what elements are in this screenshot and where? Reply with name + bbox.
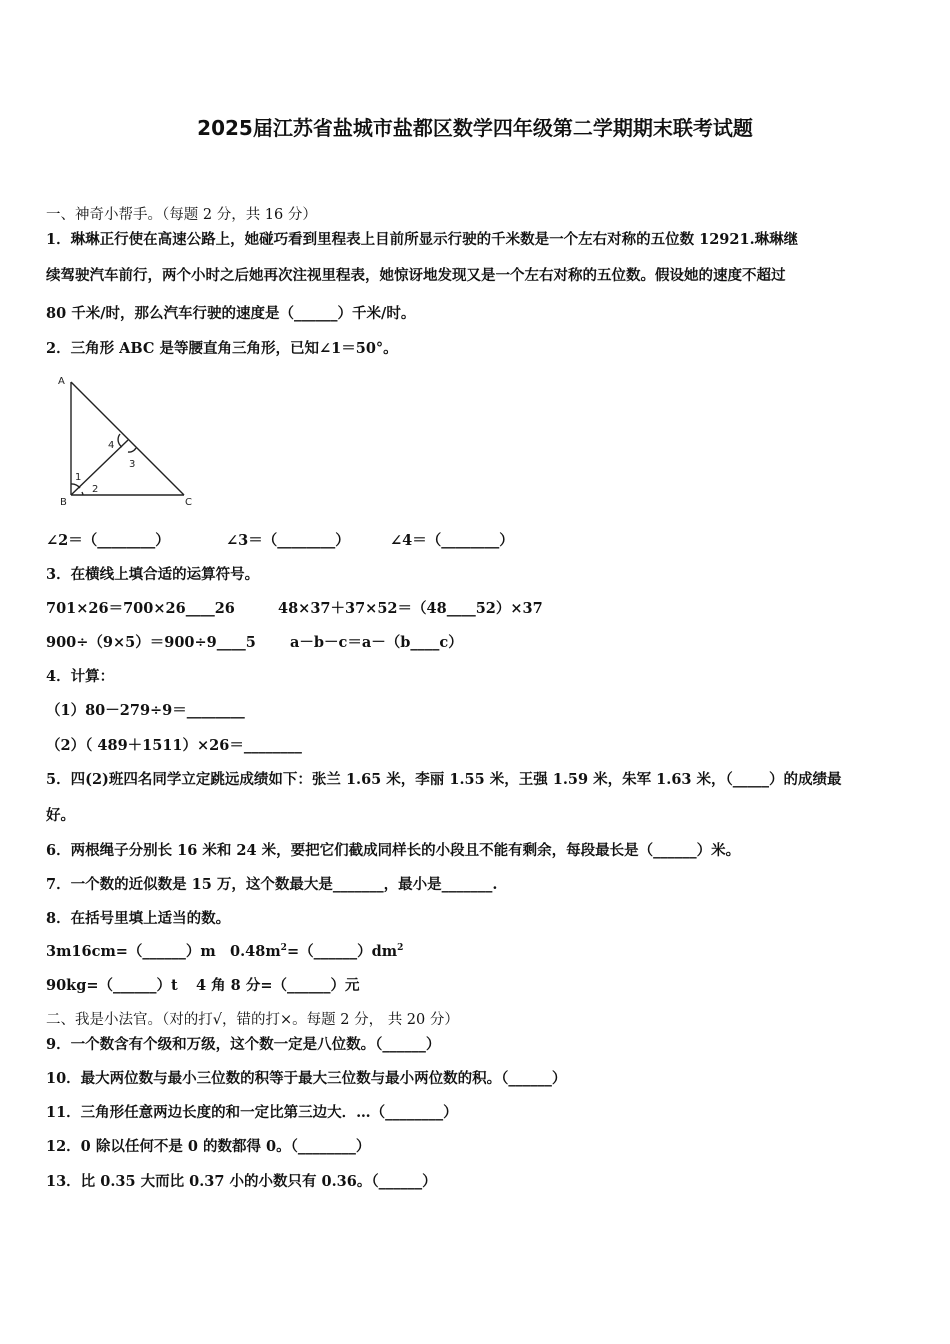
q11: 11．三角形任意两边长度的和一定比第三边大．…（________） [46, 1104, 458, 1121]
q5-line1: 5．四(2)班四名同学立定跳远成绩如下：张兰 1.65 米，李丽 1.55 米，王强 1.59 米，朱军 1.63 米，（_____）的成绩最 [46, 771, 842, 788]
label-4: 4 [108, 440, 115, 451]
label-1: 1 [75, 472, 82, 483]
q1-line2: 续驾驶汽车前行，两个小时之后她再次注视里程表，她惊讶地发现又是一个左右对称的五位数。假设她的速度不超过 [46, 267, 786, 284]
q8-d: 4 角 8 分=（______）元 [196, 977, 360, 994]
q4-a: （1）80－279÷9＝________ [46, 702, 245, 719]
q9: 9．一个数含有个级和万级，这个数一定是八位数。（______） [46, 1036, 441, 1053]
blank-angle-3: ∠3＝（________） [226, 532, 350, 549]
section-2-heading: 二、我是小法官。（对的打√，错的打×。每题 2 分， 共 20 分） [46, 1012, 459, 1028]
q3-b: 48×37＋37×52＝（48____52）×37 [278, 600, 543, 617]
q3-text: 3．在横线上填合适的运算符号。 [46, 566, 260, 583]
blank-angle-2: ∠2＝（________） [46, 532, 170, 549]
section-1-heading: 一、神奇小帮手。（每题 2 分，共 16 分） [46, 207, 317, 223]
q8-c: 90kg=（______）t [46, 977, 178, 994]
q1-line1: 1．琳琳正行使在高速公路上，她碰巧看到里程表上目前所显示行驶的千米数是一个左右对称的五位数 12921.琳琳继 [46, 231, 799, 248]
q10: 10．最大两位数与最小三位数的积等于最大三位数与最小两位数的积。（______） [46, 1070, 567, 1087]
q8-b: $0.48m^2=(\_\_\_\_\_\_)dm^2$ [230, 943, 404, 960]
q13: 13．比 0.35 大而比 0.37 小的小数只有 0.36。（______） [46, 1173, 437, 1190]
q4-text: 4．计算： [46, 668, 115, 685]
label-3: 3 [129, 459, 136, 470]
q2-text: 2．三角形 ABC 是等腰直角三角形，已知∠1＝50°。 [46, 340, 398, 357]
page-title: 2025届江苏省盐城市盐都区数学四年级第二学期期末联考试题 [197, 116, 753, 140]
q3-c: 900÷（9×5）＝900÷9____5 [46, 634, 256, 651]
angle-1-arc [71, 484, 80, 488]
q12: 12．0 除以任何不是 0 的数都得 0。（________） [46, 1138, 371, 1155]
q3-d: a－b－c＝a－（b____c） [290, 634, 463, 651]
label-b: B [60, 497, 67, 508]
label-c: C [185, 497, 192, 508]
q3-a: 701×26＝700×26____26 [46, 600, 235, 617]
label-a: A [58, 376, 65, 387]
q8-a: 3m16cm=（______）m [46, 943, 216, 960]
label-2: 2 [92, 484, 99, 495]
q7: 7．一个数的近似数是 15 万，这个数最大是_______，最小是_______. [46, 876, 498, 893]
q5-line2: 好。 [46, 807, 75, 824]
angle-4-arc [118, 434, 122, 447]
q6: 6．两根绳子分别长 16 米和 24 米，要把它们截成同样长的小段且不能有剩余，每段最长是（______）米。 [46, 842, 741, 859]
blank-angle-4: ∠4＝（________） [390, 532, 514, 549]
angle-3-arc [128, 448, 136, 452]
q8-text: 8．在括号里填上适当的数。 [46, 910, 231, 927]
q4-b: （2）（ 489＋1511）×26＝________ [46, 737, 302, 754]
q1-line3: 80 千米/时，那么汽车行驶的速度是（______）千米/时。 [46, 305, 416, 322]
triangle-diagram [56, 372, 206, 512]
